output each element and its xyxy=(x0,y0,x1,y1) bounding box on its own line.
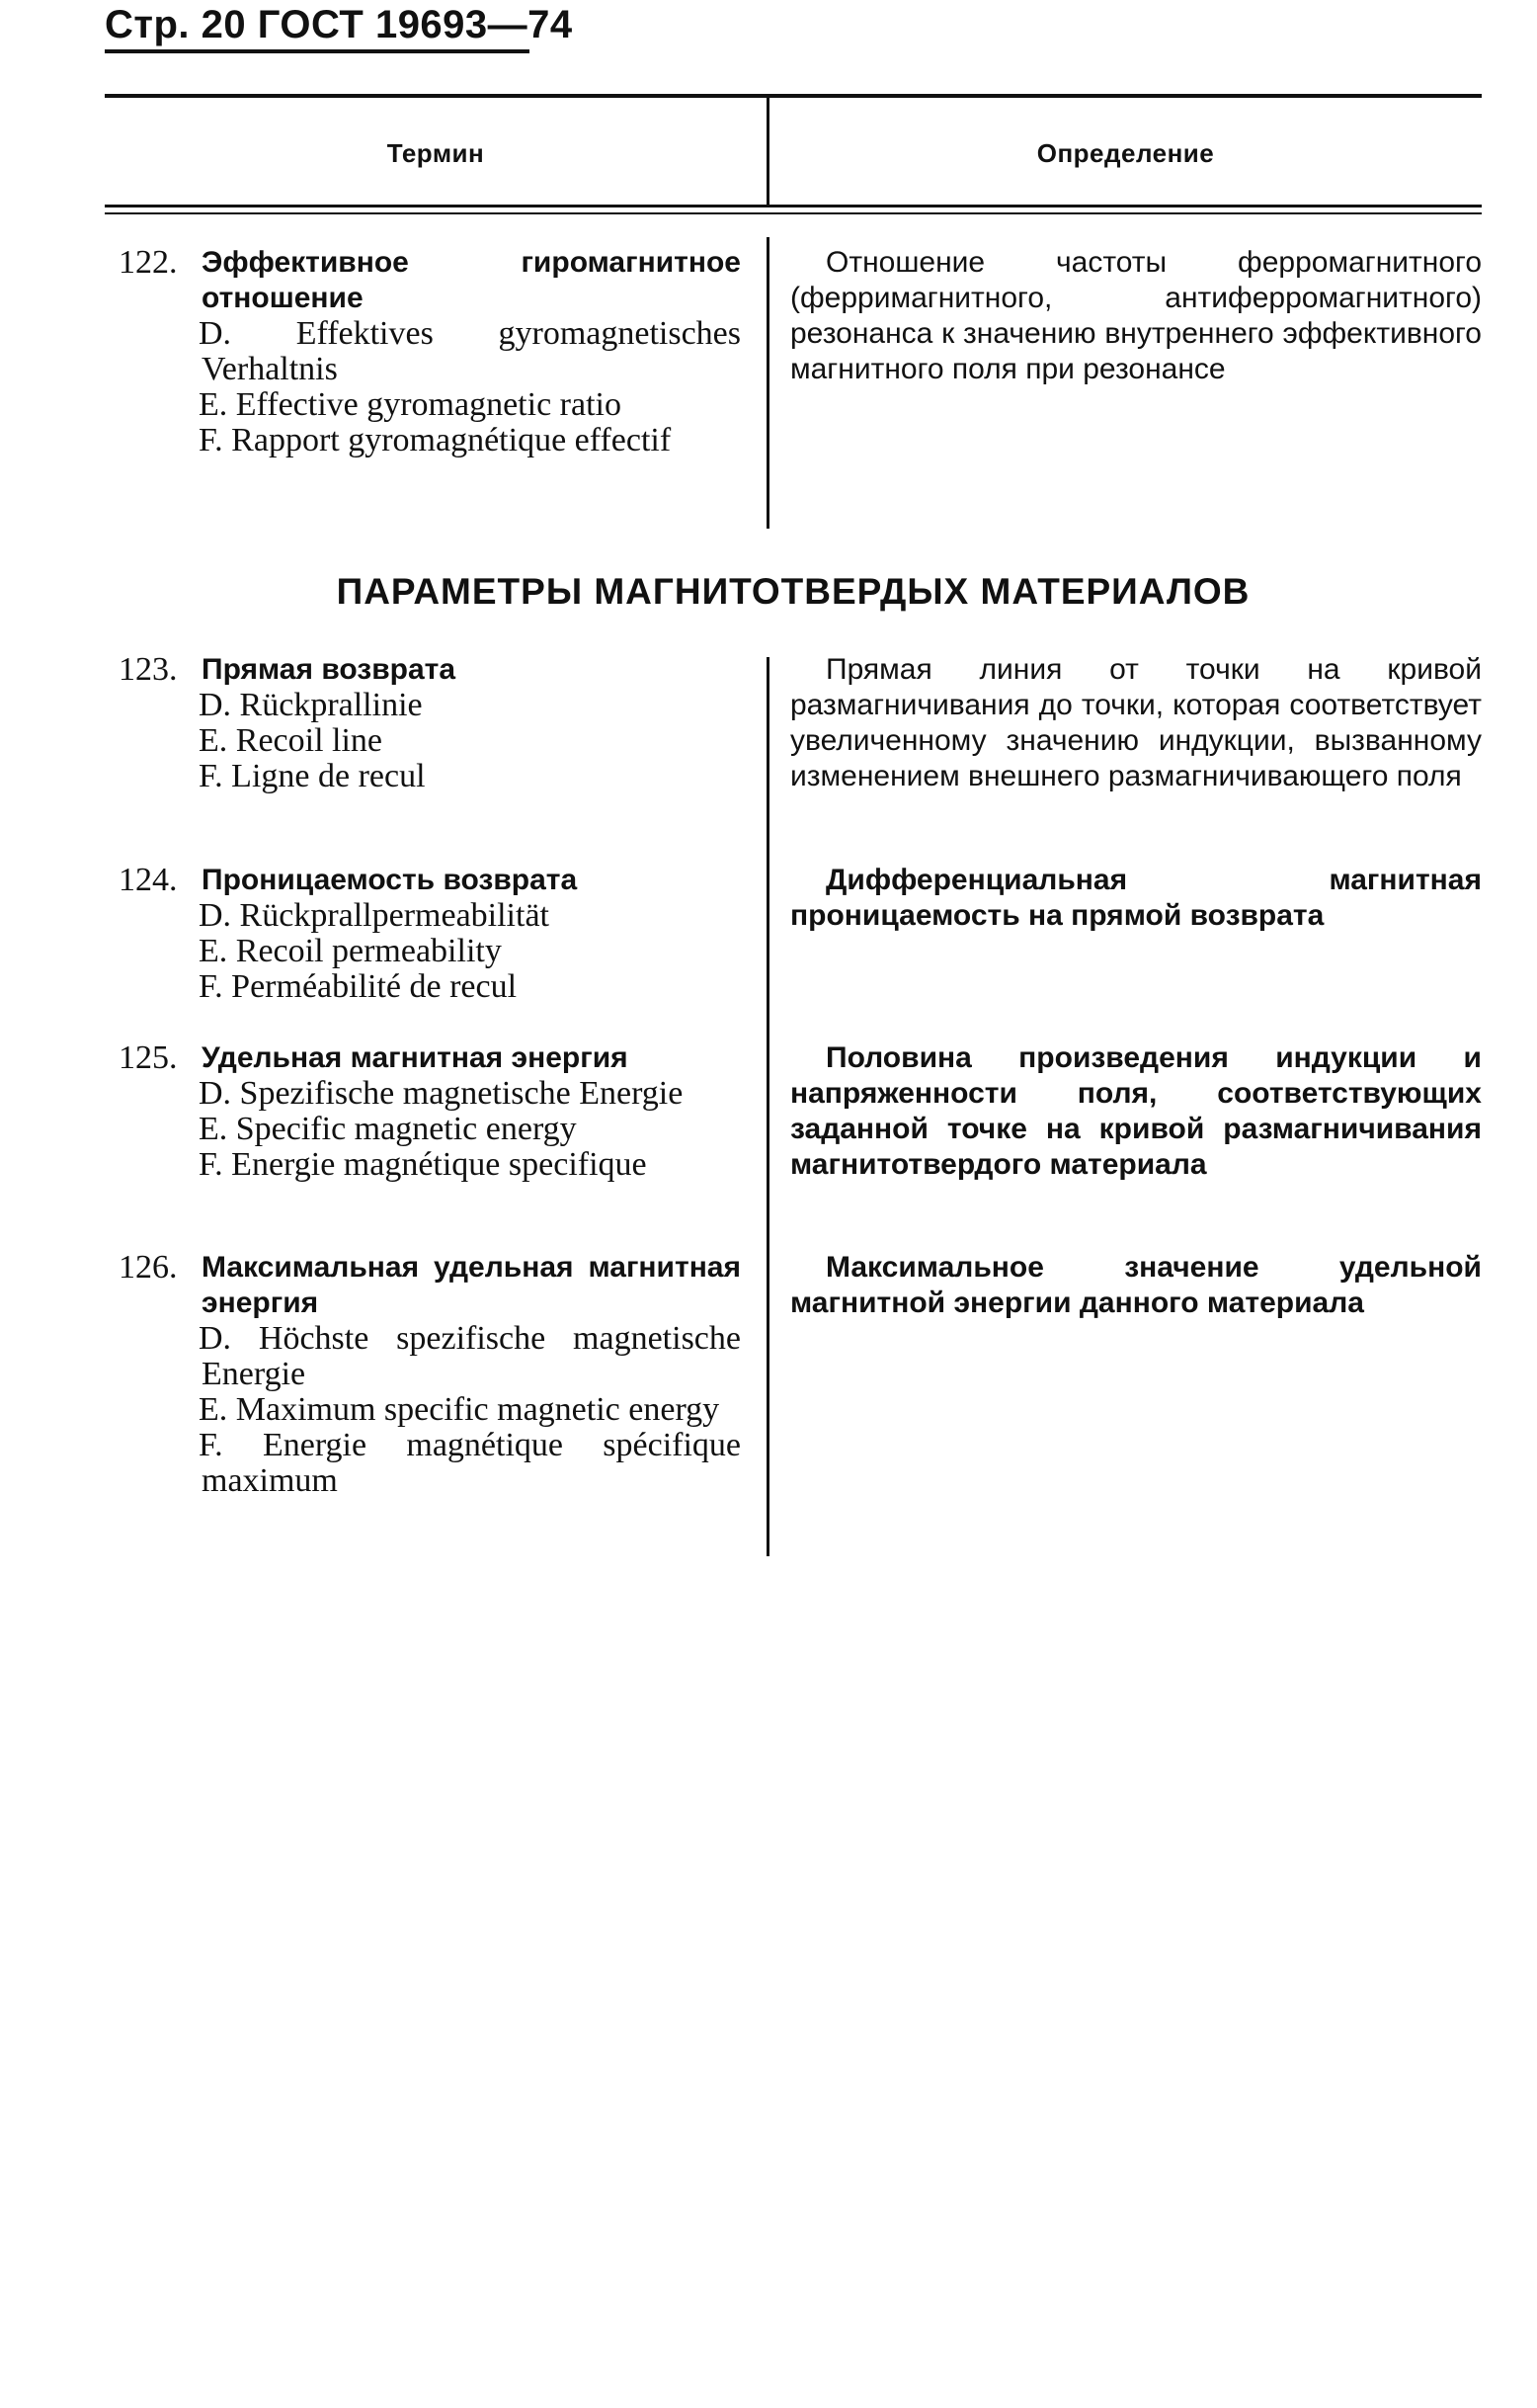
term-number: 123. xyxy=(119,651,178,688)
term-german: D. Rückprallinie xyxy=(199,687,423,723)
term-german: D. Rückprallpermeabilität xyxy=(199,897,549,934)
section-title: ПАРАМЕТРЫ МАГНИТОТВЕРДЫХ МАТЕРИАЛОВ xyxy=(336,571,1251,612)
term-english: E. Specific magnetic energy xyxy=(199,1111,577,1147)
term-number: 126. xyxy=(119,1249,178,1286)
term-french: F. Perméabilité de recul xyxy=(199,968,518,1005)
column-header-definition: Определение xyxy=(1036,138,1215,168)
term-english: E. Recoil permeability xyxy=(199,933,502,969)
term-column xyxy=(119,1250,741,1499)
column-divider xyxy=(767,237,769,529)
term-definition: Дифференциальная магнитная проницаемость на прямой возврата xyxy=(790,864,1482,932)
term-column xyxy=(119,652,741,794)
term-english: E. Effective gyromagnetic ratio xyxy=(199,386,621,423)
column-header-term: Термин xyxy=(386,138,485,168)
table-top-rule xyxy=(105,94,1482,98)
term-french: F. Rapport gyromagnétique effectif xyxy=(199,422,672,458)
term-number: 124. xyxy=(119,862,178,898)
term-german: D. Höchste spezifische magnetische Energie xyxy=(199,1320,741,1392)
term-german: D. Effektives gyromagnetisches Verhaltnis xyxy=(199,315,741,387)
term-french: F. Ligne de recul xyxy=(199,758,426,794)
term-russian: Проницаемость возврата xyxy=(202,864,578,896)
term-definition: Отношение частоты ферромагнитного (ферримагнитного, антиферромагнитного) резонанса к значению внутреннего эффективного магнитного поля при резонансе xyxy=(790,246,1482,385)
term-definition: Половина произведения индукции и напряженности поля, соответствующих заданной точке на кривой размагничивания магнитотвердого материала xyxy=(790,1041,1482,1181)
term-number: 122. xyxy=(119,244,178,281)
term-french: F. Energie magnétique specifique xyxy=(199,1146,647,1183)
term-number: 125. xyxy=(119,1039,178,1076)
term-french: F. Energie magnétique spécifique maximum xyxy=(199,1427,741,1499)
term-column xyxy=(119,1040,741,1183)
term-german: D. Spezifische magnetische Energie xyxy=(199,1075,684,1112)
term-column xyxy=(119,245,741,458)
header-double-rule-top xyxy=(105,205,1482,208)
term-russian: Эффективное гиромагнитное отношение xyxy=(202,246,741,314)
page-header: Стр. 20 ГОСТ 19693—74 xyxy=(105,3,573,46)
term-definition: Максимальное значение удельной магнитной энергии данного материала xyxy=(790,1251,1482,1319)
term-column xyxy=(119,863,741,1005)
header-rule xyxy=(105,49,529,53)
term-russian: Максимальная удельная магнитная энергия xyxy=(202,1251,741,1319)
term-russian: Прямая возврата xyxy=(202,653,456,686)
term-english: E. Recoil line xyxy=(199,722,383,759)
term-english: E. Maximum specific magnetic energy xyxy=(199,1391,720,1428)
term-definition: Прямая линия от точки на кривой размагничивания до точки, которая соответствует увеличенному значению индукции, вызванному изменением внешнего размагничивающего поля xyxy=(790,653,1482,792)
term-russian: Удельная магнитная энергия xyxy=(202,1041,628,1074)
column-divider xyxy=(767,657,769,1556)
header-double-rule-bottom xyxy=(105,212,1482,214)
